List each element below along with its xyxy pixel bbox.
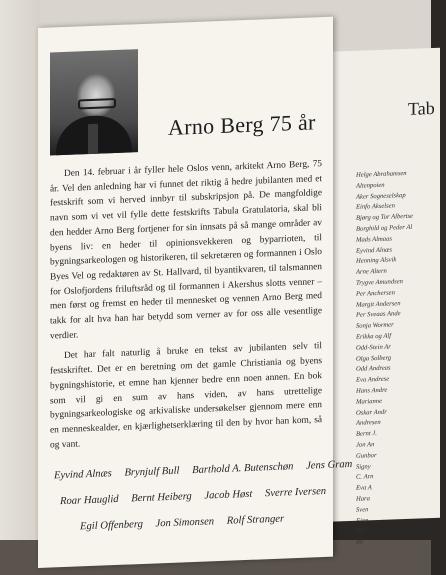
list-item: Arne Altern [356, 267, 387, 276]
list-item: Ro [356, 538, 364, 546]
list-item: Per Anchersen [356, 289, 395, 298]
list-item: Erikka og Alf [356, 332, 392, 341]
paragraph: Det har falt naturlig å bruke en tekst av jubilanten selv til festskriftet. Det er en beretning om det gamle Christiania og byens bygningshistorie, et emne han kjenner bedre enn noen annen. En bok som vil gi en sum av hans viden, av hans utrettelige bygningsarkeologiske og arkivaliske undersøkelser gjennom mere enn en menneskealder, en kjærlighetserklæring til den by hvor han kom, så og vant. [50, 341, 322, 451]
list-item: Marianne [356, 397, 383, 406]
list-item: Eyvind Alnæs [356, 246, 392, 255]
list-item: Mads Almaas [356, 235, 392, 244]
signature-name: Roar Hauglid [60, 493, 119, 508]
list-item: Per Sveaas Ande [356, 310, 401, 320]
list-item: C. Arn [356, 473, 374, 482]
list-item: Helge Abrahamsen [356, 169, 407, 179]
portrait-glasses [78, 98, 116, 109]
tabula-gratulatoria-list [356, 168, 446, 549]
list-item: Odd-Stein Ar [356, 343, 391, 352]
list-item: Margit Andersen [356, 299, 401, 309]
signature-name: Jens Gram [306, 458, 353, 472]
list-item: Hans Andre [356, 386, 388, 395]
signature-name: Rolf Stranger [226, 513, 285, 527]
list-item: Odd Andreas [356, 364, 391, 374]
list-item: Andresen [356, 419, 381, 428]
list-item: Trygve Amundsen [356, 278, 403, 287]
list-item: Oskar Andr [356, 408, 387, 417]
list-item: Borghild og Peder Al [356, 223, 413, 233]
list-item: Eva A [356, 484, 372, 492]
list-item: Finn [356, 516, 369, 525]
list-item: Bernt J. [356, 430, 377, 438]
signature-name: Jacob Høst [204, 488, 253, 502]
list-item: Eva Andrese [356, 375, 390, 384]
list-item: Henning Alsvik [356, 256, 397, 266]
portrait-tie [88, 124, 98, 154]
page-title: Arno Berg 75 år [168, 109, 316, 141]
list-item: Nil [356, 527, 365, 536]
list-item: Einfo Akselsen [356, 202, 395, 212]
signature-name: Eyvind Alnæs [54, 468, 112, 482]
right-page [320, 48, 440, 546]
signature-name: Brynjulf Bull [124, 465, 180, 479]
portrait-photo [50, 49, 138, 155]
left-page [38, 17, 353, 568]
list-item: Altenpoien [356, 181, 385, 190]
list-item: Aker Sogneselskap [356, 191, 406, 201]
body-text [50, 157, 322, 459]
signature-name: Sverre Iversen [265, 485, 327, 500]
paragraph: Den 14. februar i år fyller hele Oslos venn, arkitekt Arno Berg, 75 år. Vel den anledning har vi funnet det riktig å hedre jubilanten med et festskrift som vi herved innbyr til subskripsjon på. De mangfoldige navn som vi vet vil fylle dette festskrifts Tabula Gratulatoria, skal bli den hedder Arno Berg fortjener for sin innsats på så mange områder av byens liv: en heder til opinionsvekkeren og byparrioten, til bygningsarkeologen og historikeren, til sekretæren og formannen i Oslo Byes Vel og redaktøren av St. Hallvard, til byantikvaren, til talsmannen for Oslofjordens friluftsråd og til formannen i Akershus slotts venner – men først og fremst en heder til mennesket og vennen Arno Berg med takk for alt hva han har betydd som verner av for oss alle vesentlige verdier. [50, 159, 322, 342]
list-item: Signy [356, 462, 371, 471]
list-item: Jon An [356, 441, 375, 449]
list-item: Sven [356, 506, 369, 514]
list-item: Gunbor [356, 451, 377, 460]
signature-block [54, 453, 353, 541]
signature-name: Barthold A. Butenschøn [192, 461, 294, 477]
background-left [0, 0, 40, 575]
list-item: Olga Solberg [356, 354, 392, 363]
signature-name: Bernt Heiberg [131, 491, 192, 505]
signature-name: Jon Simonsen [155, 516, 215, 530]
list-item: Bjørg og Tor Albertse [356, 212, 414, 222]
right-page-title: Tab [408, 97, 435, 119]
signature-name: Egil Offenberg [80, 518, 143, 533]
list-item: Sonja Wormer [356, 321, 394, 330]
list-item: Hara [356, 495, 370, 503]
